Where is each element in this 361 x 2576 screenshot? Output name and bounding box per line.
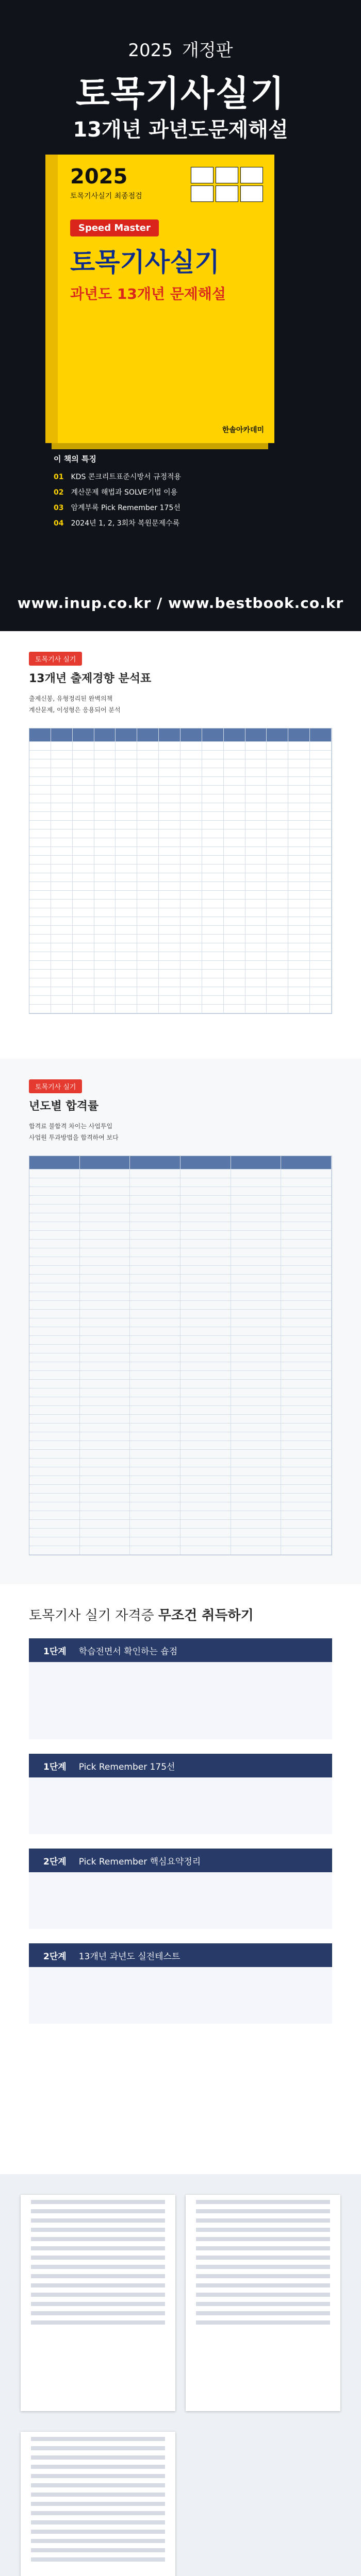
table-row	[29, 1336, 332, 1345]
step-card	[29, 1638, 332, 1739]
step-number: 1단계	[43, 1646, 67, 1657]
table-row	[29, 1213, 332, 1222]
table-row	[29, 812, 332, 821]
hero-subtitle: 13개년 과년도문제해설	[73, 118, 288, 142]
book-cover	[58, 155, 274, 443]
table-row	[29, 794, 332, 803]
hero-title: 토목기사실기	[75, 74, 286, 114]
section-tag: 토목기사 실기	[29, 652, 82, 666]
table-row	[29, 1231, 332, 1240]
sample-page	[21, 2432, 175, 2576]
book-spine	[45, 155, 58, 443]
table-row	[29, 1406, 332, 1415]
analysis-table	[29, 728, 332, 1014]
table-row	[29, 943, 332, 952]
table-row	[29, 1266, 332, 1275]
table-row	[29, 1178, 332, 1187]
table-row	[29, 1450, 332, 1459]
table-row	[29, 1170, 332, 1178]
sample-page	[186, 2195, 340, 2411]
step-number: 1단계	[43, 1761, 67, 1772]
table-row	[29, 1467, 332, 1476]
table-row	[29, 873, 332, 882]
table-row	[29, 952, 332, 961]
table-row	[29, 1502, 332, 1511]
table-row	[29, 961, 332, 970]
table-row	[29, 759, 332, 768]
table-row	[29, 1380, 332, 1388]
table-row	[29, 1476, 332, 1485]
section-title: 년도별 합격률	[29, 1100, 99, 1113]
table-row	[29, 1275, 332, 1283]
table-row	[29, 926, 332, 935]
book-grid	[191, 167, 263, 202]
step-card	[29, 1754, 332, 1834]
table-row	[29, 821, 332, 829]
table-row	[29, 1529, 332, 1537]
table-row	[29, 908, 332, 917]
section-bullet: 계산문제, 이성형은 응용되어 분석	[29, 706, 121, 714]
table-row	[29, 917, 332, 926]
table-row	[29, 978, 332, 987]
book-subtitle2: 과년도 13개년 문제해설	[70, 285, 226, 302]
table-row	[29, 1397, 332, 1406]
table-row	[29, 751, 332, 759]
pass-rate-table	[29, 1156, 332, 1555]
table-row	[29, 987, 332, 996]
table-row	[29, 1301, 332, 1310]
table-row	[29, 1415, 332, 1423]
table-row	[29, 768, 332, 777]
hero-edition: 개정판	[182, 40, 233, 61]
table-row	[29, 1205, 332, 1213]
table-row	[29, 838, 332, 847]
table-row	[29, 1362, 332, 1371]
table-row	[29, 1187, 332, 1196]
feature-item: 02 계산문제 해법과 SOLVE기법 이용	[54, 488, 178, 497]
table-row	[29, 996, 332, 1005]
analysis-section	[0, 631, 361, 1059]
table-row	[29, 1222, 332, 1231]
table-row	[29, 1546, 332, 1555]
table-row	[29, 1345, 332, 1353]
feature-item: 01 KDS 콘크리트표준시방서 규정적용	[54, 473, 182, 481]
website-url[interactable]: www.inup.co.kr / www.bestbook.co.kr	[17, 595, 344, 612]
section-bullet: 출제신봉, 유형정리된 완벽의책	[29, 695, 113, 702]
table-row	[29, 1196, 332, 1205]
section-tag: 토목기사 실기	[29, 1079, 82, 1093]
table-row	[29, 1005, 332, 1013]
table-row	[29, 1156, 332, 1170]
table-row	[29, 742, 332, 751]
table-row	[29, 865, 332, 873]
table-row	[29, 1371, 332, 1380]
table-row	[29, 1494, 332, 1502]
table-row	[29, 891, 332, 900]
feature-title: 이 책의 특징	[54, 454, 96, 464]
table-row	[29, 856, 332, 865]
table-row	[29, 1327, 332, 1336]
table-row	[29, 900, 332, 908]
step-title: 13개년 과년도 실전테스트	[78, 1951, 180, 1962]
table-row	[29, 829, 332, 838]
feature-item: 04 2024년 1, 2, 3회차 복원문제수록	[54, 519, 180, 528]
table-row	[29, 847, 332, 856]
book-year: 2025	[70, 165, 128, 189]
hero-year: 2025 개정판	[128, 40, 233, 61]
book-badge: Speed Master	[70, 219, 159, 236]
table-row	[29, 1388, 332, 1397]
book-subtitle: 토목기사실기 최종점검	[70, 192, 142, 200]
table-row	[29, 1257, 332, 1266]
section-title: 13개년 출제경향 분석표	[29, 672, 152, 685]
table-row	[29, 1318, 332, 1327]
table-row	[29, 786, 332, 794]
table-row	[29, 1459, 332, 1467]
book-publisher: 한솔아카데미	[222, 426, 264, 434]
book-title: 토목기사실기	[70, 247, 220, 277]
sample-page	[21, 2195, 175, 2411]
table-row	[29, 1520, 332, 1529]
sample-pages	[0, 2174, 361, 2576]
table-row	[29, 970, 332, 978]
section-bullet: 합격료 불합격 차이는 사업투입	[29, 1123, 113, 1130]
step-number: 2단계	[43, 1856, 67, 1867]
table-row	[29, 935, 332, 943]
step-title: 학습전면서 확인하는 숍점	[78, 1646, 178, 1657]
table-row	[29, 1432, 332, 1441]
step-card	[29, 1849, 332, 1929]
table-row	[29, 803, 332, 812]
study-steps	[0, 1584, 361, 2174]
step-title: Pick Remember 핵심요약정리	[78, 1856, 201, 1867]
pass-rate-section	[0, 1059, 361, 1584]
table-row	[29, 1423, 332, 1432]
table-row	[29, 728, 332, 742]
table-row	[29, 1283, 332, 1292]
table-row	[29, 777, 332, 786]
table-row	[29, 1310, 332, 1318]
table-row	[29, 1537, 332, 1546]
step-number: 2단계	[43, 1951, 67, 1962]
table-row	[29, 1485, 332, 1494]
table-row	[29, 1511, 332, 1520]
table-row	[29, 1353, 332, 1362]
slogan-title: 토목기사 실기 자격증 무조건 취득하기	[29, 1608, 254, 1623]
table-row	[29, 1240, 332, 1248]
hero-banner	[0, 0, 361, 631]
step-card	[29, 1943, 332, 2024]
table-row	[29, 1441, 332, 1450]
table-row	[29, 1292, 332, 1301]
feature-item: 03 암계부록 Pick Remember 175선	[54, 504, 180, 512]
table-row	[29, 882, 332, 891]
feature-list	[54, 453, 322, 531]
table-row	[29, 1248, 332, 1257]
section-bullet: 사업원 투과방법을 합격하여 보다	[29, 1134, 119, 1141]
step-title: Pick Remember 175선	[78, 1761, 175, 1772]
